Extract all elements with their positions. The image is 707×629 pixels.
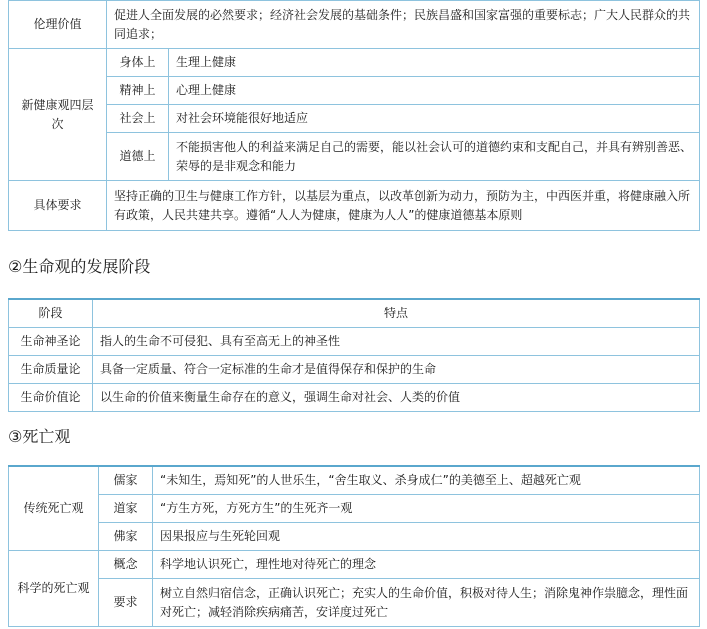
death-view-table (8, 465, 700, 627)
col-stage-header: 阶段 (9, 299, 93, 328)
section3-heading: ③死亡观 (8, 427, 71, 446)
school-desc: “方生方死，方死方生”的生死齐一观 (153, 495, 700, 523)
ethics-label: 伦理价值 (9, 1, 107, 49)
stage-name: 生命价值论 (9, 384, 93, 412)
stage-name: 生命神圣论 (9, 328, 93, 356)
section2-heading: ②生命观的发展阶段 (8, 257, 151, 276)
school-name: 佛家 (99, 523, 153, 551)
level-desc: 不能损害他人的利益来满足自己的需要，能以社会认可的道德约束和支配自己，并具有辨别善恶、荣辱的是非观念和能力 (169, 133, 700, 181)
life-view-table (8, 298, 700, 412)
school-name: 儒家 (99, 466, 153, 495)
requirement-text: 坚持正确的卫生与健康工作方针，以基层为重点，以改革创新为动力，预防为主，中西医并重，将健康融入所有政策，人民共建共享。遵循“人人为健康，健康为人人”的健康道德基本原则 (107, 181, 700, 231)
item-desc: 树立自然归宿信念，正确认识死亡；充实人的生命价值，积极对待人生；消除鬼神作祟臆念，理性面对死亡；减轻消除疾病痛苦，安详度过死亡 (153, 579, 700, 627)
traditional-death-view-label: 传统死亡观 (9, 466, 99, 551)
stage-feature: 具备一定质量、符合一定标准的生命才是值得保存和保护的生命 (93, 356, 700, 384)
scientific-death-view-label: 科学的死亡观 (9, 551, 99, 627)
item-desc: 科学地认识死亡，理性地对待死亡的理念 (153, 551, 700, 579)
col-feature-header: 特点 (93, 299, 700, 328)
level-desc: 对社会环境能很好地适应 (169, 105, 700, 133)
stage-feature: 以生命的价值来衡量生命存在的意义，强调生命对社会、人类的价值 (93, 384, 700, 412)
school-desc: “未知生，焉知死”的人世乐生，“舍生取义、杀身成仁”的美德至上、超越死亡观 (153, 466, 700, 495)
item-name: 概念 (99, 551, 153, 579)
stage-name: 生命质量论 (9, 356, 93, 384)
level-desc: 心理上健康 (169, 77, 700, 105)
health-ethics-table (8, 0, 700, 231)
ethics-text: 促进人全面发展的必然要求；经济社会发展的基础条件；民族昌盛和国家富强的重要标志；广大人民群众的共同追求； (107, 1, 700, 49)
level-desc: 生理上健康 (169, 49, 700, 77)
health-view-label: 新健康观四层次 (9, 49, 107, 181)
school-name: 道家 (99, 495, 153, 523)
requirement-label: 具体要求 (9, 181, 107, 231)
level-name: 精神上 (107, 77, 169, 105)
item-name: 要求 (99, 579, 153, 627)
level-name: 社会上 (107, 105, 169, 133)
stage-feature: 指人的生命不可侵犯、具有至高无上的神圣性 (93, 328, 700, 356)
level-name: 身体上 (107, 49, 169, 77)
school-desc: 因果报应与生死轮回观 (153, 523, 700, 551)
level-name: 道德上 (107, 133, 169, 181)
